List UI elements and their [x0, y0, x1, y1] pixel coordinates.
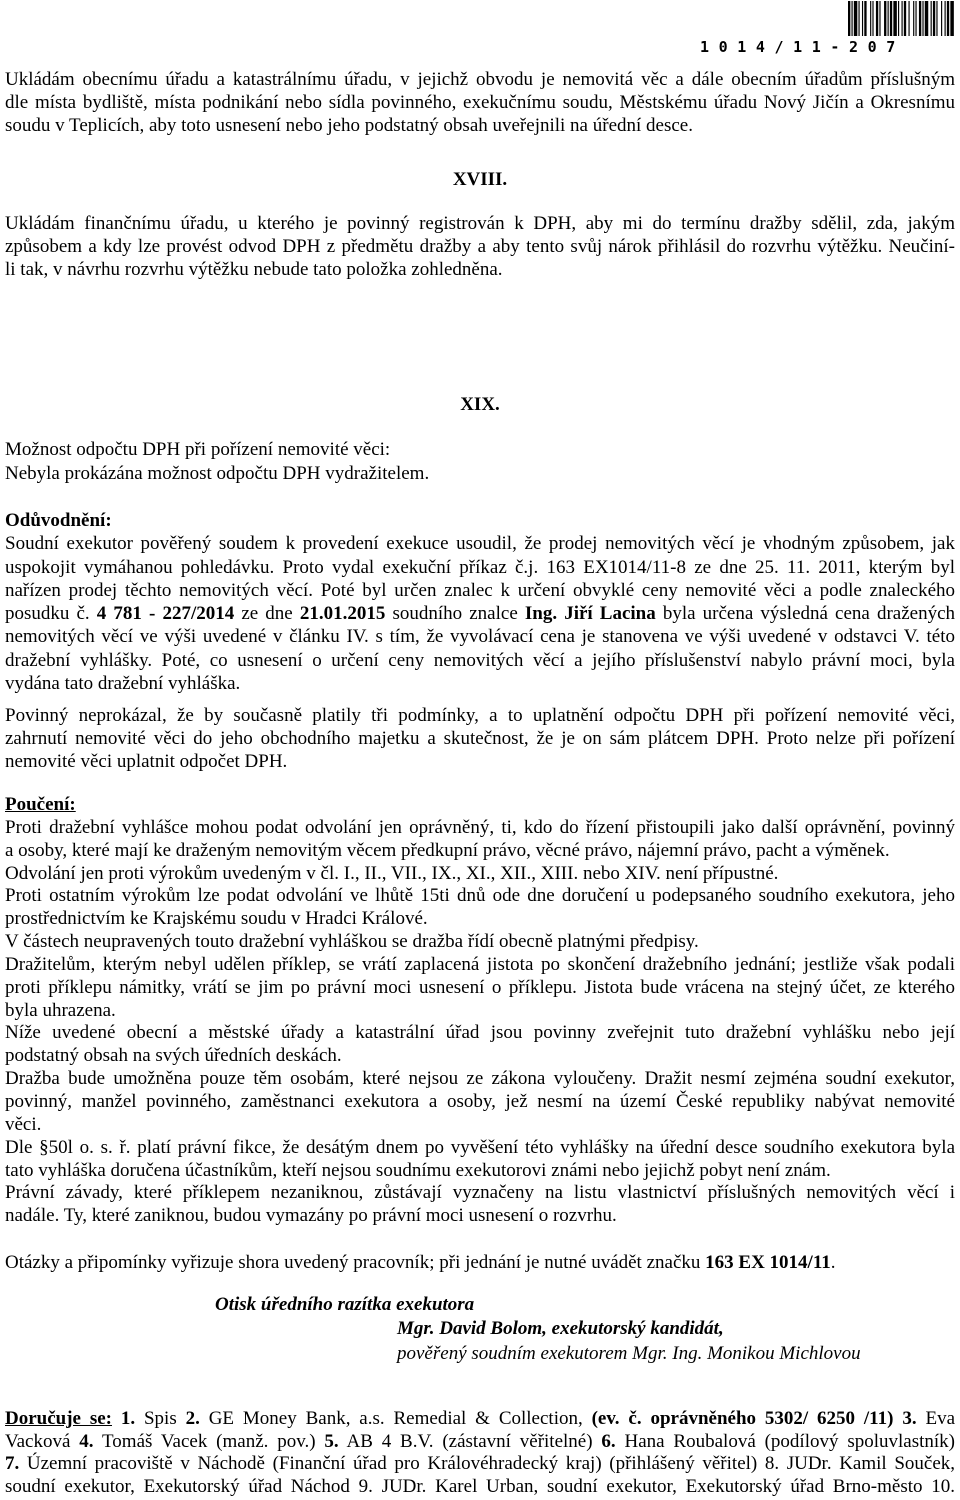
text-line: Dražitelům, kterým nebyl udělen příklep, se vrátí zaplacená jistota po skončení dražebního jednání; jestliže však podali: [5, 953, 955, 975]
barcode-bar: [848, 1, 850, 36]
signatory-authority: pověřený soudním exekutorem Mgr. Ing. Monikou Michlovou: [397, 1343, 861, 1364]
barcode-bar: [915, 1, 916, 36]
barcode-bar: [893, 1, 896, 36]
barcode-bar: [864, 1, 866, 36]
barcode-bar: [941, 1, 942, 36]
bold-text: 1.: [120, 1408, 136, 1429]
text-run: soudního znalce: [385, 603, 525, 625]
barcode-bar: [888, 1, 889, 36]
text-line: Proti ostatním výrokům lze podat odvolání ve lhůtě 15ti dnů ode dne doručení u podepsaného soudního exekutora, jeho: [5, 885, 955, 907]
text-line: zahrnutí nemovité věci do jeho obchodního majetku a skutečnost, že je on sám plátcem DPH. Proto nelze při pořízení: [5, 728, 955, 749]
text-run: AB 4 B.V. (zástavní věřitelné): [338, 1430, 602, 1452]
text-line: Soudní exekutor pověřený soudem k provedení exekuce usoudil, že prodej nemovitých věcí je vhodným způsobem, jak: [5, 533, 955, 555]
text-line: [5, 1408, 955, 1431]
barcode-bar: [872, 1, 873, 36]
text-line: Odvolání jen proti výrokům uvedeným v čl. I., II., VII., IX., XI., XII., XIII. nebo XIV. není přípustné.: [5, 862, 779, 884]
text-line: nemovitých věcí ve výši uvedené v článku IV. s tím, že vyvolávací cena je stanovena ve výši uvedené v odstavci V. této: [5, 626, 955, 648]
barcode-bar: [876, 1, 878, 36]
publication-paragraph: [5, 68, 955, 137]
barcode-bar: [879, 1, 880, 36]
bold-text: 4.: [79, 1430, 94, 1452]
text-line: a osoby, které mají ke draženým nemovitým věcem předkupní právo, věcné právo, nájemní právo, pacht a výměnek.: [5, 839, 890, 861]
bold-text: 2.: [185, 1408, 200, 1429]
text-run: Územní pracoviště v Náchodě (Finanční úřad pro Královéhradecký kraj) (přihlášený věřitel) 8. JUDr. Kamil Souček,: [19, 1453, 955, 1475]
section-heading-xviii: XVIII.: [452, 169, 508, 190]
barcode-bar: [913, 1, 914, 36]
text-run: Vacková: [5, 1430, 80, 1452]
barcode-bar: [870, 1, 871, 36]
bold-text: (ev. č. oprávněného 5302/ 6250 /11): [591, 1408, 894, 1429]
barcode-bar: [854, 1, 857, 36]
section-heading-xix: XIX.: [460, 394, 500, 415]
instruction-text: [5, 817, 955, 1228]
bold-text: 4 781 - 227/2014: [96, 603, 235, 625]
bold-text: 5.: [324, 1430, 339, 1452]
text-line: Právní závady, které příklepem nezaniknou, zůstávají vyznačeny na listu vlastnictví příslušných nemovitých věcí i: [5, 1182, 955, 1204]
barcode-bar: [922, 1, 923, 36]
text-line: Dražba bude umožněna pouze těm osobám, které nejsou ze zákona vyloučeny. Dražit nesmí zejména soudní exekutor,: [5, 1068, 955, 1090]
barcode-bar: [902, 1, 903, 36]
text-line: Ukládám finančnímu úřadu, u kterého je povinný registrován k DPH, aby mi do termínu dražby sdělil, zda, jakým: [5, 213, 955, 234]
barcode-bar: [925, 1, 928, 36]
text-line: [5, 1431, 955, 1454]
text-line: dražební vyhlášky. Poté, co usnesení o určení ceny nemovitých věcí a jejího příslušenství nabylo právní moci, byla: [5, 649, 955, 671]
barcode-bar: [931, 1, 932, 36]
text-line: nadále. Ty, které zaniknou, budou vymazány po právní moci usnesení o rozvrhu.: [5, 1205, 617, 1227]
barcode-bar: [933, 1, 935, 36]
text-run: [112, 1408, 121, 1429]
text-line: li tak, v návrhu rozvrhu výtěžku nebude tato položka zohledněna.: [5, 259, 503, 280]
barcode: [848, 1, 956, 37]
barcode-bar: [898, 1, 899, 36]
text-line: soudu v Teplicích, aby toto usnesení nebo jeho podstatný obsah uveřejnili na úřední desce.: [5, 115, 693, 136]
barcode-bar: [884, 1, 886, 36]
obliged-paragraph: [5, 704, 955, 773]
text-run: Eva: [916, 1408, 955, 1429]
barcode-bar: [950, 1, 953, 36]
text-line: povinný, manžel povinného, zaměstnanci exekutora a osoby, jež nesmí na území České republiky nabývat nemovité: [5, 1090, 955, 1112]
instruction-section: [5, 794, 955, 1228]
text-line: [5, 602, 955, 625]
text-run: .: [830, 1252, 836, 1273]
text-line: způsobem a kdy lze provést odvod DPH z předmětu dražby a aby tento svůj nárok přihlásil do rozvrhu výtěžku. Neučiní-: [5, 236, 955, 257]
delivery-list: [5, 1408, 955, 1498]
text-line: Proti dražební vyhlášce mohou podat odvolání jen oprávněný, ti, kdo do řízení přistoupili jako další oprávnění, povinný: [5, 816, 955, 838]
reasoning-text: [5, 532, 955, 695]
text-line: Nebyla prokázána možnost odpočtu DPH vydražitelem.: [5, 462, 430, 484]
tax-office-paragraph: [5, 212, 955, 281]
text-line: [5, 1453, 955, 1476]
bold-text: Ing. Jiří Lacina: [524, 603, 656, 625]
text-line: nemovité věci uplatnit odpočet DPH.: [5, 751, 288, 772]
reasoning-title: Odůvodnění:: [5, 510, 112, 531]
text-line: [5, 1251, 955, 1274]
text-line: prostřednictvím ke Krajskému soudu v Hradci Králové.: [5, 908, 428, 930]
text-line: nařízen prodej těchto nemovitých věcí. Poté byl určen znalec k určení obvyklé ceny nemovité věci a podle znaleckého: [5, 579, 955, 601]
vat-deduction-paragraph: [5, 438, 955, 485]
text-run: posudku č.: [5, 603, 97, 625]
barcode-bar: [890, 1, 892, 36]
text-run: byla určena výsledná cena dražených: [655, 603, 956, 625]
barcode-bar: [858, 1, 859, 36]
barcode-number: 1014/11-207: [700, 38, 905, 56]
barcode-bar: [936, 1, 937, 36]
bold-text: 7.: [5, 1453, 20, 1475]
barcode-bar: [904, 1, 906, 36]
barcode-bar: [851, 1, 852, 36]
barcode-bar: [862, 1, 863, 36]
bold-text: Doručuje se:: [5, 1408, 112, 1429]
text-line: proti příklepu námitky, vrátí se jim po právní moci usnesení o příklepu. Jistota bude vrácena na stejný účet, ze kterého: [5, 976, 955, 998]
barcode-bar: [947, 1, 949, 36]
questions-paragraph: [5, 1251, 955, 1274]
reasoning-section: [5, 509, 955, 695]
text-line: Dle §50l o. s. ř. platí právní fikce, že desátým dnem po vyvěšení této vyhlášky na úřední desce soudního exekutora byla: [5, 1136, 955, 1158]
text-run: Tomáš Vacek (manž. pov.): [93, 1430, 325, 1452]
text-line: Povinný neprokázal, že by současně platily tři podmínky, a to uplatnění odpočtu DPH při pořízení nemovité věci,: [5, 705, 955, 726]
barcode-bar: [919, 1, 921, 36]
text-line: Ukládám obecnímu úřadu a katastrálnímu úřadu, v jejichž obvodu je nemovitá věc a dále obecním úřadům příslušným: [5, 69, 955, 90]
text-line: Níže uvedené obecní a městské úřady a katastrální úřad jsou povinny zveřejnit tuto dražební vyhlášku nebo její: [5, 1022, 955, 1044]
text-line: soudní exekutor, Exekutorský úřad Náchod 9. JUDr. Karel Urban, soudní exekutor, Exekutorský úřad Brno-město 10.: [5, 1475, 955, 1497]
stamp-note: Otisk úředního razítka exekutora: [215, 1294, 475, 1315]
text-run: Hana Roubalová (podílový spoluvlastník): [615, 1430, 955, 1452]
text-run: Spis: [135, 1408, 186, 1429]
text-run: Otázky a připomínky vyřizuje shora uvedený pracovník; při jednání je nutné uvádět značku: [5, 1252, 706, 1273]
text-line: Možnost odpočtu DPH při pořízení nemovité věci:: [5, 439, 391, 460]
text-line: tato vyhláška doručena účastníkům, kteří nejsou soudnímu exekutorovi známi nebo jejichž pobyt není znám.: [5, 1159, 831, 1181]
text-line: vydána tato dražební vyhláška.: [5, 673, 241, 695]
barcode-bar: [945, 1, 946, 36]
text-line: podstatný obsah na svých úředních deskách.: [5, 1045, 342, 1067]
text-run: GE Money Bank, a.s. Remedial & Collection,: [199, 1408, 592, 1429]
bold-text: 3.: [902, 1408, 917, 1429]
text-line: V částech neupravených touto dražební vyhláškou se dražba řídí obecně platnými předpisy.: [5, 931, 699, 953]
bold-text: 163 EX 1014/11: [705, 1252, 831, 1273]
text-run: ze dne: [234, 603, 300, 625]
text-line: věci.: [5, 1113, 42, 1135]
barcode-bar: [908, 1, 909, 36]
text-line: uspokojit vymáhanou pohledávku. Proto vydal exekuční příkaz č.j. 163 EX1014/11-8 ze dne 25. 11. 2011, kterým byl: [5, 556, 955, 578]
bold-text: 6.: [601, 1430, 616, 1452]
text-line: dle místa bydliště, místa podnikání nebo sídla povinného, exekučnímu soudu, Městskému úřadu Nový Jičín a Okresnímu: [5, 92, 955, 113]
instruction-title: Poučení:: [5, 794, 76, 815]
text-line: byla uhrazena.: [5, 999, 116, 1021]
signatory-name: Mgr. David Bolom, exekutorský kandidát,: [397, 1318, 724, 1339]
text-run: [893, 1408, 902, 1429]
bold-text: 21.01.2015: [299, 603, 386, 625]
